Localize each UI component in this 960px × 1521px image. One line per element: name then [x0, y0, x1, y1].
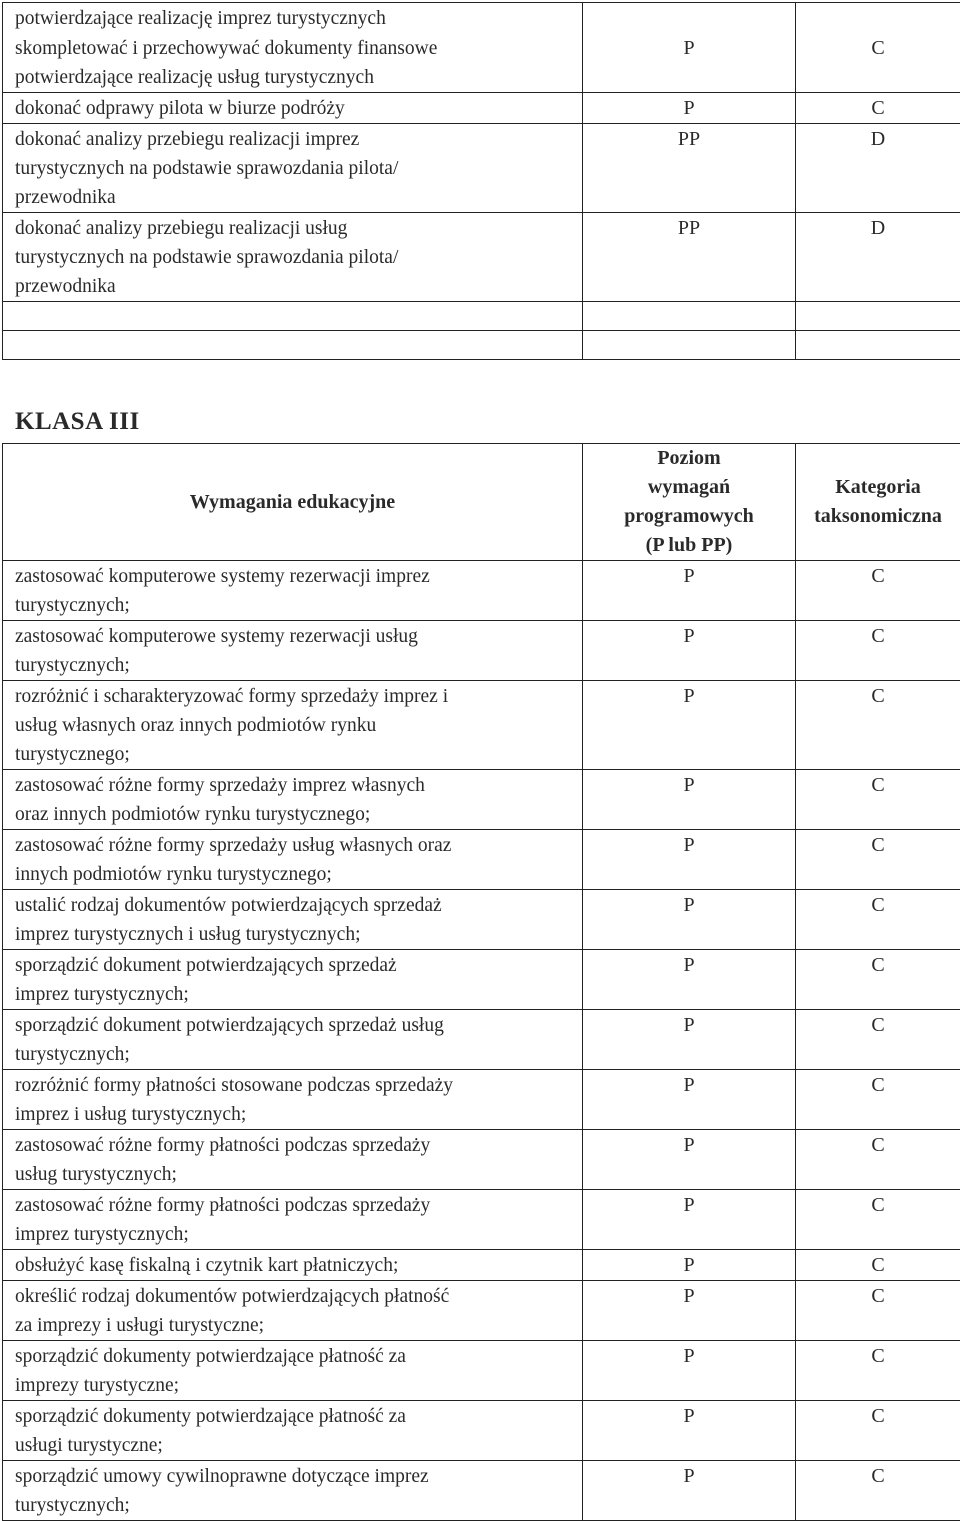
- table-row: [3, 124, 960, 213]
- requirements-table-body: [3, 561, 960, 1521]
- table-row: [3, 1190, 960, 1250]
- table-header-row: [3, 444, 960, 561]
- level-cell: P: [583, 1190, 796, 1250]
- level-cell: [583, 3, 796, 34]
- category-cell: D: [796, 213, 960, 302]
- level-cell: P: [583, 1070, 796, 1130]
- table-row: [3, 3, 960, 34]
- empty-cell: [583, 302, 796, 331]
- table-row: [3, 681, 960, 770]
- table-row: [3, 33, 960, 93]
- requirement-cell: rozróżnić formy płatności stosowane podczas sprzedaży imprez i usług turystycznych;: [3, 1070, 583, 1130]
- requirement-cell: zastosować komputerowe systemy rezerwacji imprez turystycznych;: [3, 561, 583, 621]
- level-cell: P: [583, 1130, 796, 1190]
- category-cell: C: [796, 950, 960, 1010]
- empty-cell: [796, 302, 960, 331]
- requirement-cell: obsłużyć kasę fiskalną i czytnik kart płatniczych;: [3, 1250, 583, 1281]
- requirement-cell: określić rodzaj dokumentów potwierdzających płatność za imprezy i usługi turystyczne;: [3, 1281, 583, 1341]
- category-cell: C: [796, 1130, 960, 1190]
- category-cell: C: [796, 1281, 960, 1341]
- table-row: [3, 1130, 960, 1190]
- requirement-cell: zastosować różne formy sprzedaży imprez własnych oraz innych podmiotów rynku turystycznego;: [3, 770, 583, 830]
- requirement-cell: dokonać analizy przebiegu realizacji usług turystycznych na podstawie sprawozdania pilota/ przewodnika: [3, 213, 583, 302]
- level-cell: PP: [583, 213, 796, 302]
- requirement-cell: rozróżnić i scharakteryzować formy sprzedaży imprez i usług własnych oraz innych podmiotów rynku turystycznego;: [3, 681, 583, 770]
- table-row: [3, 770, 960, 830]
- requirement-cell: zastosować różne formy sprzedaży usług własnych oraz innych podmiotów rynku turystycznego;: [3, 830, 583, 890]
- level-cell: P: [583, 950, 796, 1010]
- category-cell: C: [796, 1461, 960, 1521]
- category-cell: C: [796, 890, 960, 950]
- empty-cell: [3, 331, 583, 360]
- requirement-cell: zastosować różne formy płatności podczas sprzedaży imprez turystycznych;: [3, 1190, 583, 1250]
- table-row: [3, 830, 960, 890]
- category-cell: C: [796, 770, 960, 830]
- category-cell: C: [796, 561, 960, 621]
- table-row: [3, 890, 960, 950]
- section-heading: KLASA III: [15, 408, 140, 436]
- level-cell: P: [583, 33, 796, 93]
- level-cell: P: [583, 1461, 796, 1521]
- category-cell: [796, 3, 960, 34]
- requirement-cell: zastosować komputerowe systemy rezerwacji usług turystycznych;: [3, 621, 583, 681]
- category-cell: C: [796, 1190, 960, 1250]
- category-cell: C: [796, 1250, 960, 1281]
- level-cell: P: [583, 93, 796, 124]
- empty-cell: [3, 302, 583, 331]
- empty-cell: [583, 331, 796, 360]
- level-cell: P: [583, 681, 796, 770]
- table-row: [3, 1461, 960, 1521]
- category-cell: C: [796, 1070, 960, 1130]
- category-cell: C: [796, 1341, 960, 1401]
- empty-row: [3, 331, 960, 360]
- level-cell: P: [583, 1401, 796, 1461]
- category-cell: C: [796, 1010, 960, 1070]
- level-cell: P: [583, 1281, 796, 1341]
- requirement-cell: dokonać analizy przebiegu realizacji imprez turystycznych na podstawie sprawozdania pilota/ przewodnika: [3, 124, 583, 213]
- level-cell: P: [583, 830, 796, 890]
- category-cell: C: [796, 93, 960, 124]
- table-row: [3, 1281, 960, 1341]
- header-category: Kategoria taksonomiczna: [796, 444, 960, 561]
- table-row: [3, 1070, 960, 1130]
- table-row: [3, 561, 960, 621]
- requirement-cell: sporządzić dokument potwierdzających sprzedaż imprez turystycznych;: [3, 950, 583, 1010]
- level-cell: P: [583, 561, 796, 621]
- category-cell: C: [796, 830, 960, 890]
- requirement-cell: ustalić rodzaj dokumentów potwierdzających sprzedaż imprez turystycznych i usług turystycznych;: [3, 890, 583, 950]
- level-cell: P: [583, 770, 796, 830]
- requirement-cell: potwierdzające realizację imprez turystycznych: [3, 3, 583, 34]
- requirement-cell: sporządzić umowy cywilnoprawne dotyczące imprez turystycznych;: [3, 1461, 583, 1521]
- table-row: [3, 1250, 960, 1281]
- header-requirements: Wymagania edukacyjne: [3, 444, 583, 561]
- requirement-cell: sporządzić dokument potwierdzających sprzedaż usług turystycznych;: [3, 1010, 583, 1070]
- header-level: Poziom wymagań programowych (P lub PP): [583, 444, 796, 561]
- requirements-table: [2, 443, 960, 1521]
- category-cell: C: [796, 681, 960, 770]
- category-cell: C: [796, 1401, 960, 1461]
- level-cell: P: [583, 1250, 796, 1281]
- requirement-cell: dokonać odprawy pilota w biurze podróży: [3, 93, 583, 124]
- category-cell: C: [796, 621, 960, 681]
- table-row: [3, 621, 960, 681]
- empty-row: [3, 302, 960, 331]
- table-row: [3, 1341, 960, 1401]
- level-cell: P: [583, 1341, 796, 1401]
- table-row: [3, 1010, 960, 1070]
- empty-cell: [796, 331, 960, 360]
- table-row: [3, 950, 960, 1010]
- requirement-cell: sporządzić dokumenty potwierdzające płatność za usługi turystyczne;: [3, 1401, 583, 1461]
- level-cell: P: [583, 1010, 796, 1070]
- table-row: [3, 1401, 960, 1461]
- requirement-cell: zastosować różne formy płatności podczas sprzedaży usług turystycznych;: [3, 1130, 583, 1190]
- table-row: [3, 93, 960, 124]
- level-cell: P: [583, 621, 796, 681]
- level-cell: PP: [583, 124, 796, 213]
- continued-table-body: [3, 3, 960, 360]
- level-cell: P: [583, 890, 796, 950]
- category-cell: D: [796, 124, 960, 213]
- requirement-cell: skompletować i przechowywać dokumenty finansowe potwierdzające realizację usług turystycznych: [3, 33, 583, 93]
- requirement-cell: sporządzić dokumenty potwierdzające płatność za imprezy turystyczne;: [3, 1341, 583, 1401]
- continued-requirements-table: [2, 2, 960, 360]
- category-cell: C: [796, 33, 960, 93]
- table-row: [3, 213, 960, 302]
